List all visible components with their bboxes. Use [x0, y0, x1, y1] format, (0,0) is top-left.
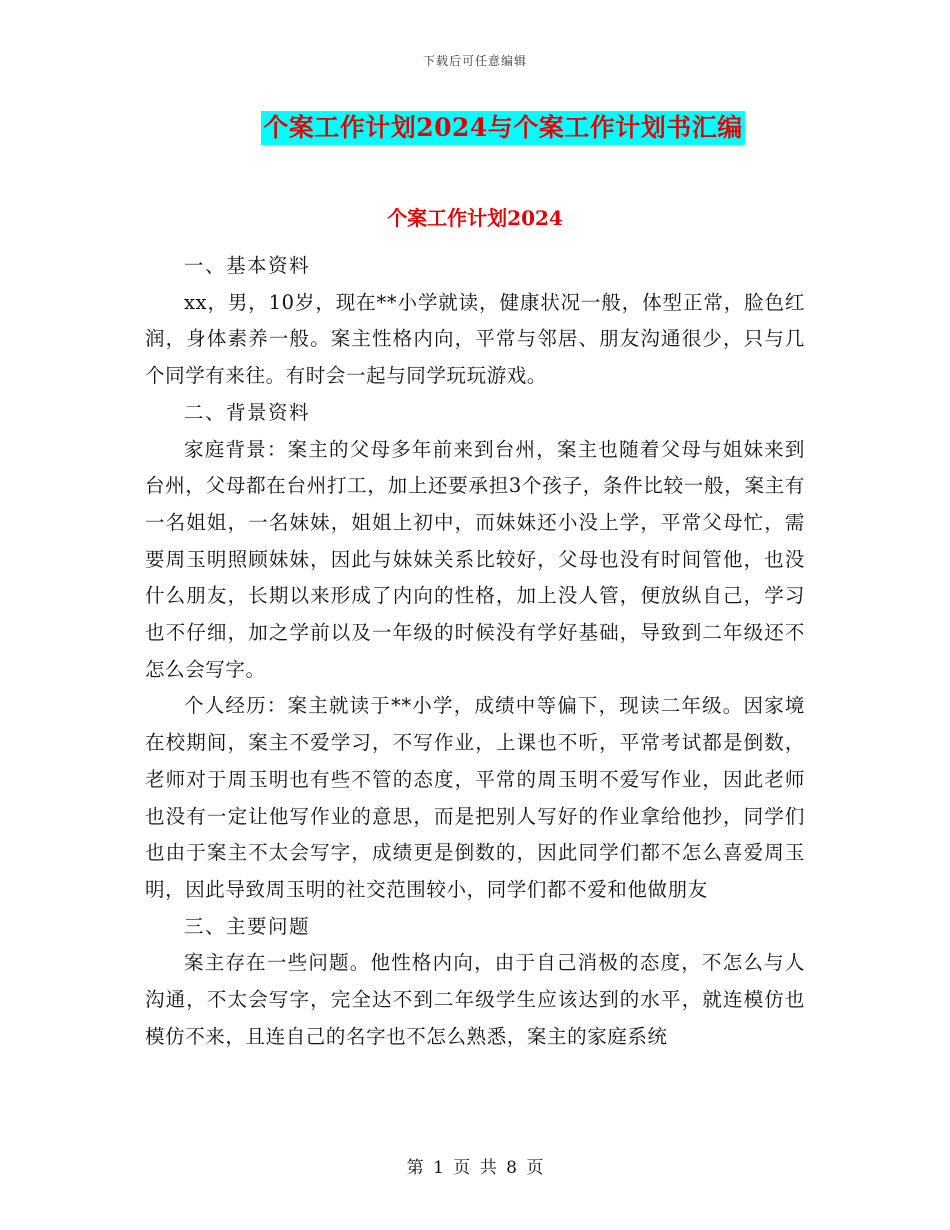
heading-basic-info: 一、基本资料: [184, 254, 311, 277]
paragraph-family-background: 家庭背景：案主的父母多年前来到台州，案主也随着父母与姐妹来到台州，父母都在台州打工，加上还要承担3个孩子，条件比较一般，案主有一名姐姐，一名妹妹，姐姐上初中，而妹妹还小没上学，平常父母忙，需要周玉明照顾妹妹，因此与妹妹关系比较好，父母也没有时间管他，也没什么朋友，长期以来形成了内向的性格，加上没人管，便放纵自己，学习也不仔细，加之学前以及一年级的时候没有学好基础，导致到二年级还不怎么会写字。: [145, 437, 805, 681]
paragraph-personal-history: 个人经历：案主就读于**小学，成绩中等偏下，现读二年级。因家境在校期间，案主不爱学习，不写作业，上课也不听，平常考试都是倒数，老师对于周玉明也有些不管的态度，平常的周玉明不爱写作业，因此老师也没有一定让他写作业的意思，而是把别人写好的作业拿给他抄，同学们也由于案主不太会写字，成绩更是倒数的，因此同学们都不怎么喜爱周玉明，因此导致周玉明的社交范围较小，同学们都不爱和他做朋友: [145, 694, 805, 901]
document-body: [145, 248, 805, 1055]
heading-background: 二、背景资料: [184, 400, 311, 424]
section-title: 个案工作计划2024: [387, 206, 563, 230]
page-header-note: 下载后可任意编辑: [422, 54, 527, 68]
page-footer-page-number: 第 1 页 共 8 页: [406, 1158, 544, 1178]
heading-main-problems: 三、主要问题: [184, 914, 311, 938]
document-title: 个案工作计划2024与个案工作计划书汇编: [261, 111, 745, 145]
paragraph-main-problems: 案主存在一些问题。他性格内向，由于自己消极的态度，不怎么与人沟通，不太会写字，完全达不到二年级学生应该达到的水平，就连模仿也模仿不来，且连自己的名字也不怎么熟悉，案主的家庭系统: [145, 951, 805, 1048]
paragraph-basic-info: xx，男，10岁，现在**小学就读，健康状况一般，体型正常，脸色红润，身体素养一般。案主性格内向，平常与邻居、朋友沟通很少，只与几个同学有来往。有时会一起与同学玩玩游戏。: [145, 290, 805, 388]
document-title-container: [0, 111, 950, 145]
